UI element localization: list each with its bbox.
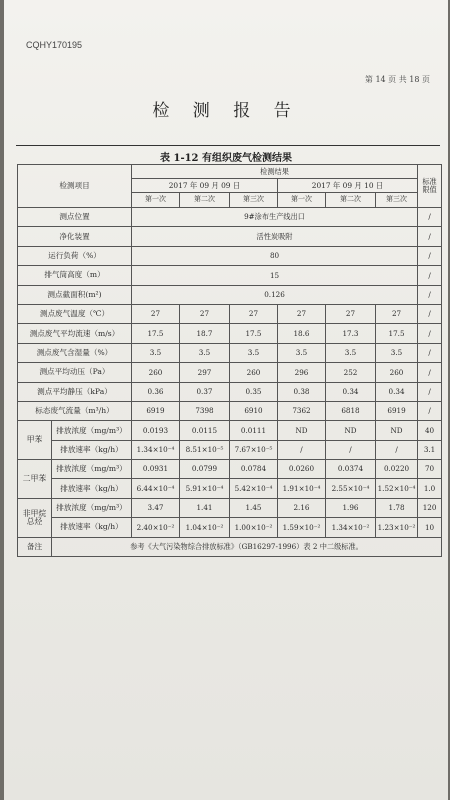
conc-limit: 70 — [418, 460, 442, 479]
conc-value: 0.0260 — [278, 460, 326, 479]
header-limit — [418, 165, 442, 208]
header-limit-text: 标准 限值 — [422, 177, 437, 194]
row-label: 测点平均静压（kPa） — [18, 382, 132, 401]
cell-value: 27 — [376, 304, 418, 323]
row-label: 净化装置 — [18, 227, 132, 246]
rate-value: 5.42×10⁻⁴ — [230, 479, 278, 498]
conc-value: 2.16 — [278, 498, 326, 517]
run-header-3: 第三次 — [230, 193, 278, 208]
conc-label: 排放浓度（mg/m³） — [52, 460, 132, 479]
rate-value: 1.34×10⁻² — [326, 518, 376, 537]
conc-value: 0.0374 — [326, 460, 376, 479]
conc-value: 1.41 — [180, 498, 230, 517]
cell-value: 0.36 — [132, 382, 180, 401]
table-row — [18, 440, 442, 459]
rate-value: 6.44×10⁻⁴ — [132, 479, 180, 498]
table-row — [18, 324, 442, 343]
run-header-5: 第二次 — [326, 193, 376, 208]
cell-value: 27 — [326, 304, 376, 323]
cell-value: 7362 — [278, 401, 326, 420]
row-value: 活性炭吸附 — [132, 227, 418, 246]
cell-value: 260 — [132, 363, 180, 382]
row-label: 测点废气温度（℃） — [18, 304, 132, 323]
table-row — [18, 266, 442, 285]
row-limit: / — [418, 246, 442, 265]
note-row — [18, 537, 442, 556]
cell-value: 17.5 — [132, 324, 180, 343]
report-page — [4, 0, 448, 800]
row-label: 排气筒高度（m） — [18, 266, 132, 285]
table-title: 表 1-12 有组织废气检测结果 — [160, 153, 292, 164]
cell-value: 6818 — [326, 401, 376, 420]
rate-limit: 10 — [418, 518, 442, 537]
report-id: CQHY170195 — [26, 40, 83, 50]
cell-value: 3.5 — [230, 343, 278, 362]
row-limit: / — [418, 324, 442, 343]
row-label: 测点废气平均流速（m/s） — [18, 324, 132, 343]
conc-label: 排放浓度（mg/m³） — [52, 498, 132, 517]
rate-value: / — [376, 440, 418, 459]
row-limit: / — [418, 343, 442, 362]
run-header-4: 第一次 — [278, 193, 326, 208]
cell-value: 260 — [230, 363, 278, 382]
cell-value: 3.5 — [180, 343, 230, 362]
conc-value: 0.0193 — [132, 421, 180, 440]
row-value: 80 — [132, 246, 418, 265]
rate-value: 1.52×10⁻⁴ — [376, 479, 418, 498]
cell-value: 0.38 — [278, 382, 326, 401]
page-title: 检 测 报 告 — [152, 101, 300, 121]
table-row — [18, 363, 442, 382]
rate-label: 排放速率（kg/h） — [52, 479, 132, 498]
cell-value: 3.5 — [376, 343, 418, 362]
cell-value: 0.37 — [180, 382, 230, 401]
conc-value: 0.0111 — [230, 421, 278, 440]
conc-value: 0.0799 — [180, 460, 230, 479]
rate-value: 1.04×10⁻² — [180, 518, 230, 537]
exhaust-gas-results-table — [17, 164, 442, 557]
cell-value: 3.5 — [326, 343, 376, 362]
table-row — [18, 382, 442, 401]
header-divider — [16, 145, 440, 146]
rate-value: / — [326, 440, 376, 459]
conc-value: 3.47 — [132, 498, 180, 517]
cell-value: 27 — [132, 304, 180, 323]
table-row — [18, 227, 442, 246]
cell-value: 296 — [278, 363, 326, 382]
row-limit: / — [418, 363, 442, 382]
row-limit: / — [418, 208, 442, 227]
conc-value: 1.45 — [230, 498, 278, 517]
table-row — [18, 518, 442, 537]
rate-value: 8.51×10⁻⁵ — [180, 440, 230, 459]
header-results: 检测结果 — [132, 165, 418, 179]
table-row — [18, 498, 442, 517]
row-limit: / — [418, 304, 442, 323]
pollutant-name: 非甲烷 总烃 — [18, 498, 52, 537]
row-label: 运行负荷（%） — [18, 246, 132, 265]
table-row — [18, 401, 442, 420]
cell-value: 18.6 — [278, 324, 326, 343]
rate-value: 1.00×10⁻² — [230, 518, 278, 537]
page-number: 第 14 页 共 18 页 — [364, 75, 430, 84]
pollutant-name: 甲苯 — [18, 421, 52, 460]
row-limit: / — [418, 227, 442, 246]
row-label: 测点位置 — [18, 208, 132, 227]
cell-value: 6910 — [230, 401, 278, 420]
cell-value: 18.7 — [180, 324, 230, 343]
rate-value: 7.67×10⁻⁵ — [230, 440, 278, 459]
cell-value: 297 — [180, 363, 230, 382]
row-limit: / — [418, 401, 442, 420]
header-item: 检测项目 — [18, 165, 132, 208]
table-row — [18, 343, 442, 362]
rate-limit: 3.1 — [418, 440, 442, 459]
rate-value: 2.40×10⁻² — [132, 518, 180, 537]
conc-limit: 120 — [418, 498, 442, 517]
conc-value: ND — [278, 421, 326, 440]
cell-value: 27 — [230, 304, 278, 323]
run-header-6: 第三次 — [376, 193, 418, 208]
row-label: 测点平均动压（Pa） — [18, 363, 132, 382]
rate-value: 1.59×10⁻² — [278, 518, 326, 537]
row-label: 测点废气含湿量（%） — [18, 343, 132, 362]
conc-label: 排放浓度（mg/m³） — [52, 421, 132, 440]
run-header-2: 第二次 — [180, 193, 230, 208]
table-row — [18, 304, 442, 323]
row-value: 0.126 — [132, 285, 418, 304]
conc-value: 0.0931 — [132, 460, 180, 479]
table-row — [18, 421, 442, 440]
note-label: 备注 — [18, 537, 52, 556]
cell-value: 17.3 — [326, 324, 376, 343]
cell-value: 17.5 — [376, 324, 418, 343]
row-value: 15 — [132, 266, 418, 285]
conc-value: 1.78 — [376, 498, 418, 517]
cell-value: 0.34 — [376, 382, 418, 401]
rate-limit: 1.0 — [418, 479, 442, 498]
table-row — [18, 208, 442, 227]
conc-value: ND — [376, 421, 418, 440]
cell-value: 260 — [376, 363, 418, 382]
row-label: 标态废气流量（m³/h） — [18, 401, 132, 420]
row-label: 测点截面积(m²) — [18, 285, 132, 304]
cell-value: 27 — [180, 304, 230, 323]
rate-value: 5.91×10⁻⁴ — [180, 479, 230, 498]
conc-value: ND — [326, 421, 376, 440]
rate-value: 1.23×10⁻² — [376, 518, 418, 537]
cell-value: 27 — [278, 304, 326, 323]
cell-value: 6919 — [376, 401, 418, 420]
rate-value: 2.55×10⁻⁴ — [326, 479, 376, 498]
cell-value: 0.35 — [230, 382, 278, 401]
cell-value: 3.5 — [132, 343, 180, 362]
conc-value: 0.0784 — [230, 460, 278, 479]
conc-value: 0.0115 — [180, 421, 230, 440]
rate-value: 1.91×10⁻⁴ — [278, 479, 326, 498]
row-limit: / — [418, 266, 442, 285]
rate-value: / — [278, 440, 326, 459]
table-row — [18, 285, 442, 304]
row-value: 9#涂布生产线出口 — [132, 208, 418, 227]
conc-value: 1.96 — [326, 498, 376, 517]
pollutant-name: 二甲苯 — [18, 460, 52, 499]
table-row — [18, 479, 442, 498]
date-1: 2017 年 09 月 09 日 — [132, 179, 278, 193]
rate-value: 1.34×10⁻⁴ — [132, 440, 180, 459]
row-limit: / — [418, 382, 442, 401]
cell-value: 0.34 — [326, 382, 376, 401]
conc-value: 0.0220 — [376, 460, 418, 479]
rate-label: 排放速率（kg/h） — [52, 518, 132, 537]
rate-label: 排放速率（kg/h） — [52, 440, 132, 459]
cell-value: 17.5 — [230, 324, 278, 343]
conc-limit: 40 — [418, 421, 442, 440]
row-limit: / — [418, 285, 442, 304]
date-2: 2017 年 09 月 10 日 — [278, 179, 418, 193]
cell-value: 252 — [326, 363, 376, 382]
table-row — [18, 246, 442, 265]
cell-value: 3.5 — [278, 343, 326, 362]
cell-value: 6919 — [132, 401, 180, 420]
table-row — [18, 460, 442, 479]
cell-value: 7398 — [180, 401, 230, 420]
note-text: 参考《大气污染物综合排放标准》（GB16297-1996）表 2 中二级标准。 — [52, 537, 442, 556]
run-header-1: 第一次 — [132, 193, 180, 208]
